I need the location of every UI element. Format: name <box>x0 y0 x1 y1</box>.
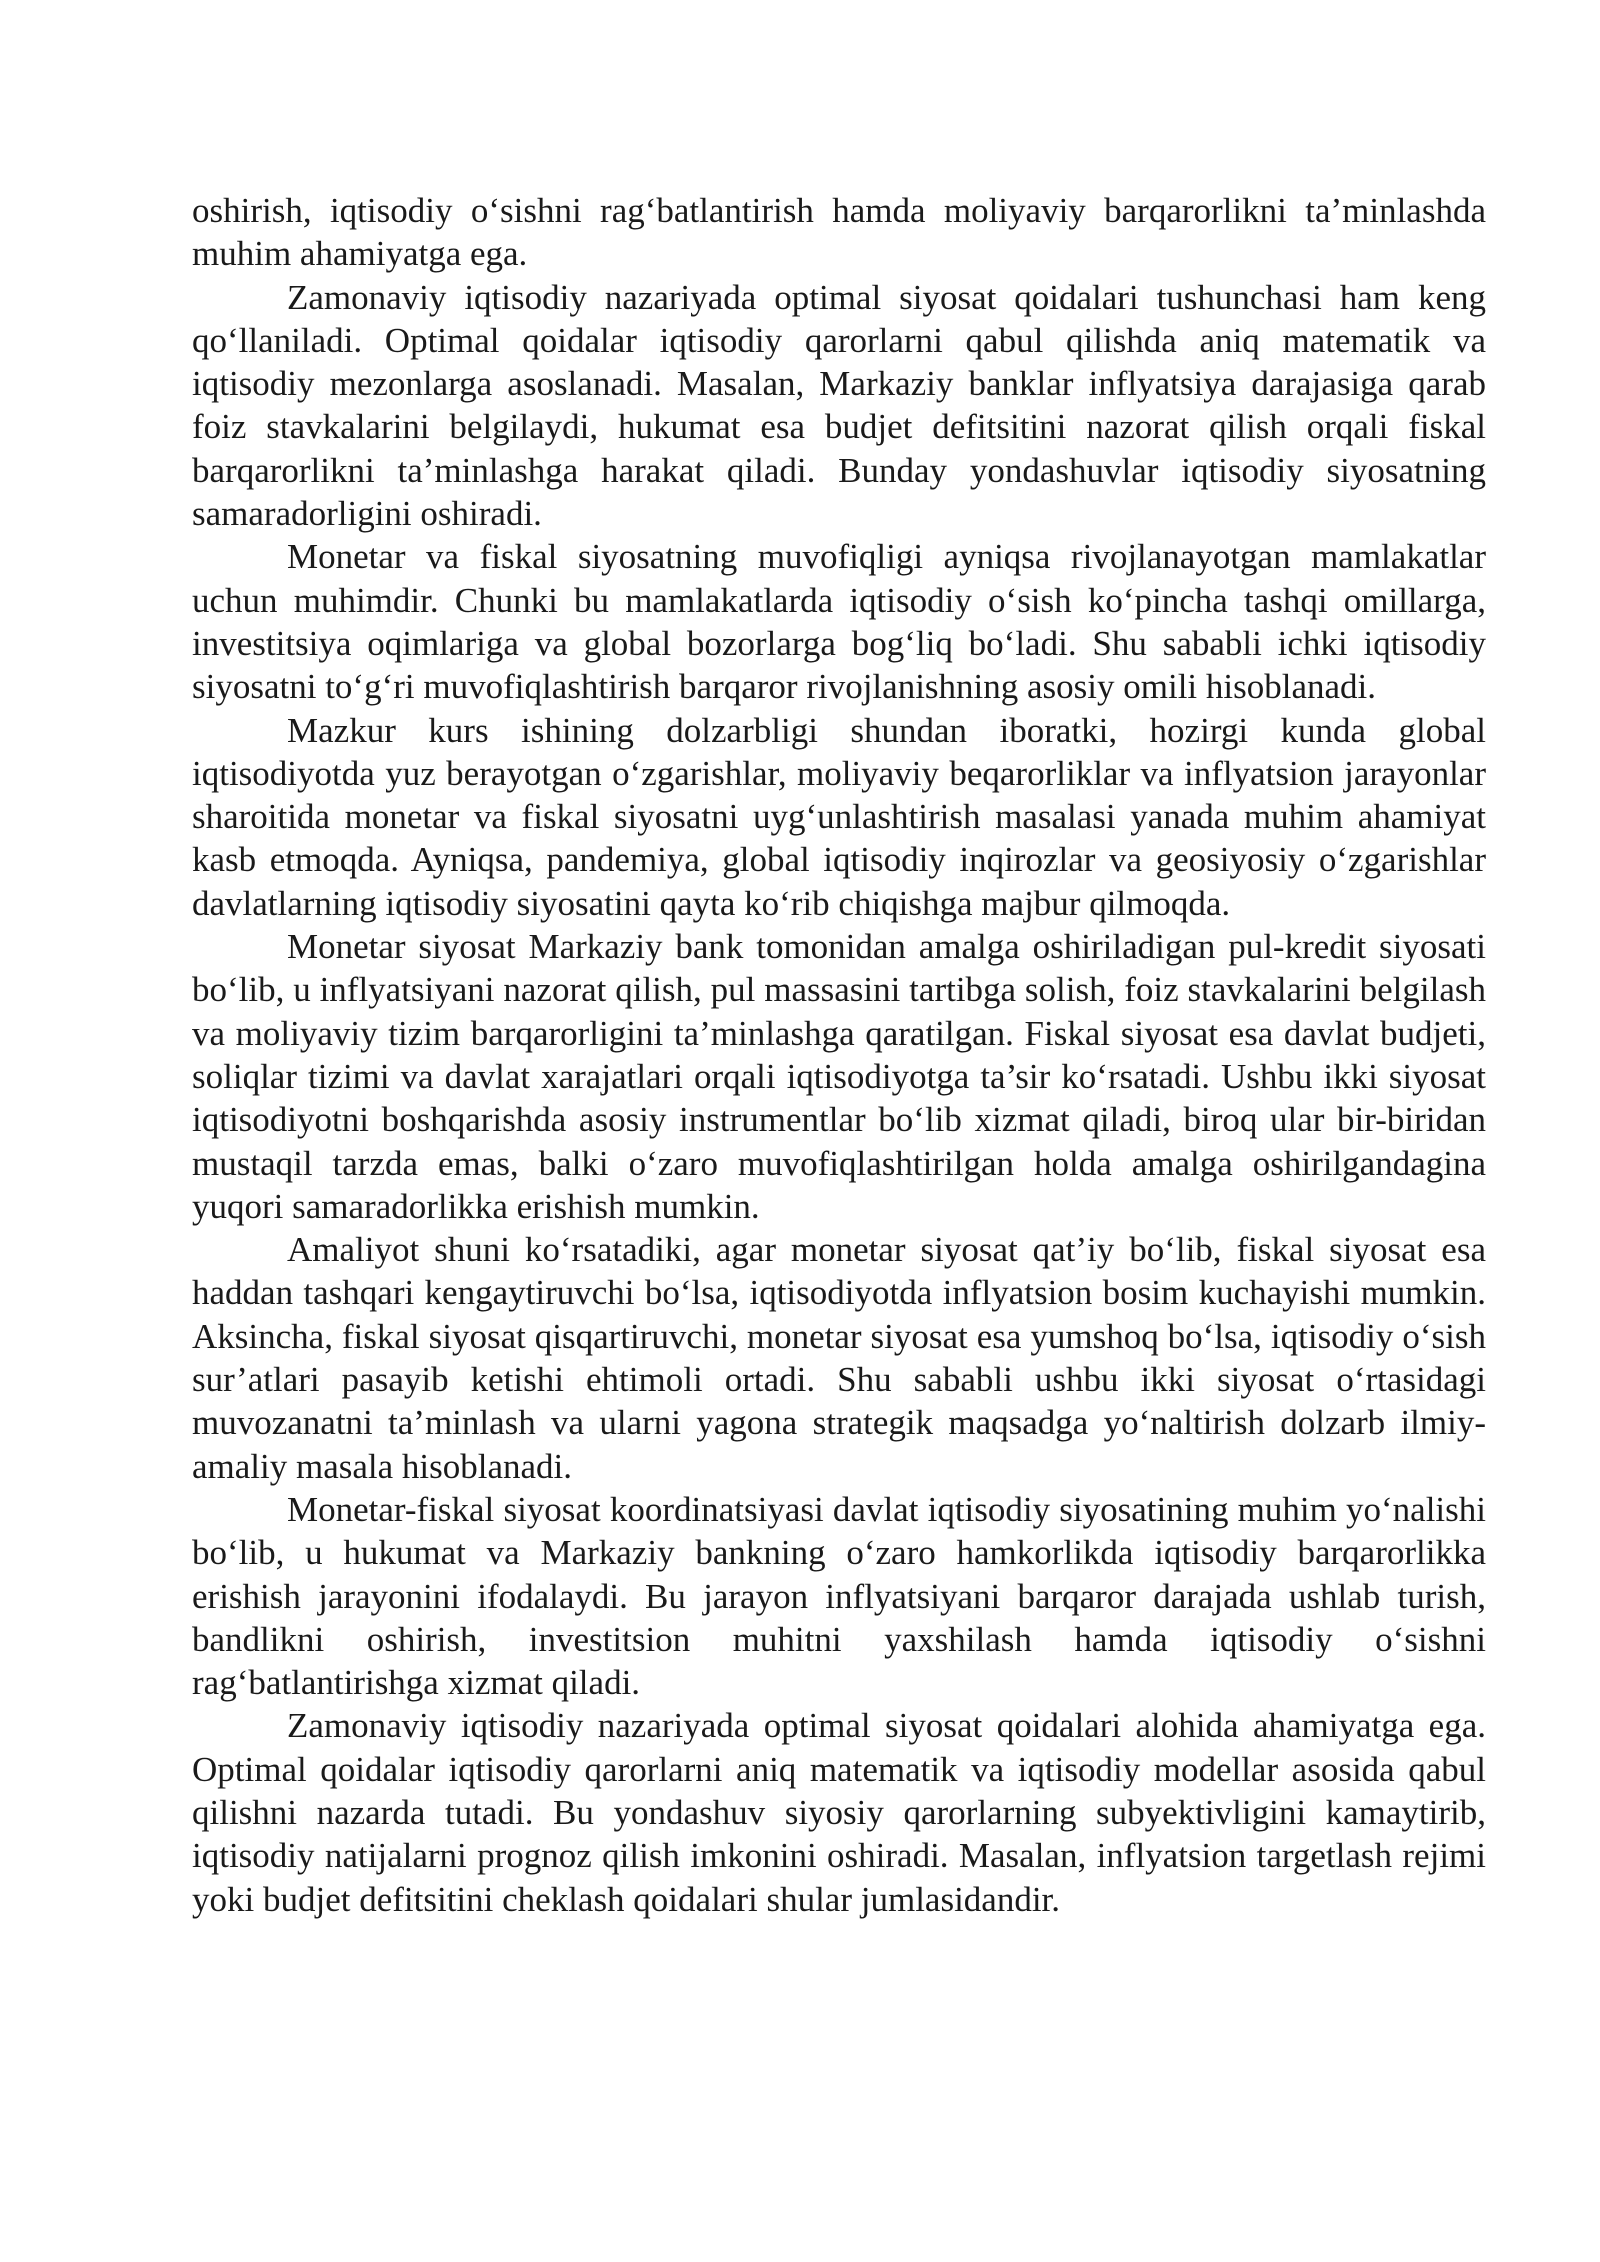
paragraph-3: Monetar va fiskal siyosatning muvofiqligi ayniqsa rivojlanayotgan mamlakatlar uchun muhimdir. Chunki bu mamlakatlarda iqtisodiy o‘sish ko‘pincha tashqi omillarga, investitsiya oqimlariga va global bozorlarga bog‘liq bo‘ladi. Shu sababli ichki iqtisodiy siyosatni to‘g‘ri muvofiqlashtirish barqaror rivojlanishning asosiy omili hisoblanadi. <box>192 537 1486 707</box>
paragraph-2: Zamonaviy iqtisodiy nazariyada optimal siyosat qoidalari tushunchasi ham keng qo‘llaniladi. Optimal qoidalar iqtisodiy qarorlarni qabul qilishda aniq matematik va iqtisodiy mezonlarga asoslanadi. Masalan, Markaziy banklar inflyatsiya darajasiga qarab foiz stavkalarini belgilaydi, hukumat esa budjet defitsitini nazorat qilish orqali fiskal barqarorlikni ta’minlashga harakat qiladi. Bunday yondashuvlar iqtisodiy siyosatning samaradorligini oshiradi. <box>192 277 1486 534</box>
paragraph-7: Monetar-fiskal siyosat koordinatsiyasi davlat iqtisodiy siyosatining muhim yo‘nalishi bo‘lib, u hukumat va Markaziy bankning o‘zaro hamkorlikda iqtisodiy barqarorlikka erishish jarayonini ifodalaydi. Bu jarayon inflyatsiyani barqaror darajada ushlab turish, bandlikni oshirish, investitsion muhitni yaxshilash hamda iqtisodiy o‘sishni rag‘batlantirishga xizmat qiladi. <box>192 1489 1486 1703</box>
paragraph-1: oshirish, iqtisodiy o‘sishni rag‘batlantirish hamda moliyaviy barqarorlikni ta’minlashda muhim ahamiyatga ega. <box>192 191 1486 274</box>
paragraph-4: Mazkur kurs ishining dolzarbligi shundan iboratki, hozirgi kunda global iqtisodiyotda yuz berayotgan o‘zgarishlar, moliyaviy beqarorliklar va inflyatsion jarayonlar sharoitida monetar va fiskal siyosatni uyg‘unlashtirish masalasi yanada muhim ahamiyat kasb etmoqda. Ayniqsa, pandemiya, global iqtisodiy inqirozlar va geosiyosiy o‘zgarishlar davlatlarning iqtisodiy siyosatini qayta ko‘rib chiqishga majbur qilmoqda. <box>192 710 1486 923</box>
paragraph-5: Monetar siyosat Markaziy bank tomonidan amalga oshiriladigan pul-kredit siyosati bo‘lib, u inflyatsiyani nazorat qilish, pul massasini tartibga solish, foiz stavkalarini belgilash va moliyaviy tizim barqarorligini ta’minlashga qaratilgan. Fiskal siyosat esa davlat budjeti, soliqlar tizimi va davlat xarajatlari orqali iqtisodiyotga ta’sir ko‘rsatadi. Ushbu ikki siyosat iqtisodiyotni boshqarishda asosiy instrumentlar bo‘lib xizmat qiladi, biroq ular bir-biridan mustaqil tarzda emas, balki o‘zaro muvofiqlashtirilgan holda amalga oshirilgandagina yuqori samaradorlikka erishish mumkin. <box>192 927 1486 1226</box>
paragraph-6: Amaliyot shuni ko‘rsatadiki, agar monetar siyosat qat’iy bo‘lib, fiskal siyosat esa haddan tashqari kengaytiruvchi bo‘lsa, iqtisodiyotda inflyatsion bosim kuchayishi mumkin. Aksincha, fiskal siyosat qisqartiruvchi, monetar siyosat esa yumshoq bo‘lsa, iqtisodiy o‘sish sur’atlari pasayib ketishi ehtimoli ortadi. Shu sababli ushbu ikki siyosat o‘rtasidagi muvozanatni ta’minlash va ularni yagona strategik maqsadga yo‘naltirish dolzarb ilmiy-amaliy masala hisoblanadi. <box>192 1230 1486 1486</box>
paragraph-8: Zamonaviy iqtisodiy nazariyada optimal siyosat qoidalari alohida ahamiyatga ega. Optimal qoidalar iqtisodiy qarorlarni aniq matematik va iqtisodiy modellar asosida qabul qilishni nazarda tutadi. Bu yondashuv siyosiy qarorlarning subyektivligini kamaytirib, iqtisodiy natijalarni prognoz qilish imkonini oshiradi. Masalan, inflyatsion targetlash rejimi yoki budjet defitsitini cheklash qoidalari shular jumlasidandir. <box>192 1706 1486 1919</box>
document-page <box>192 189 1486 1921</box>
